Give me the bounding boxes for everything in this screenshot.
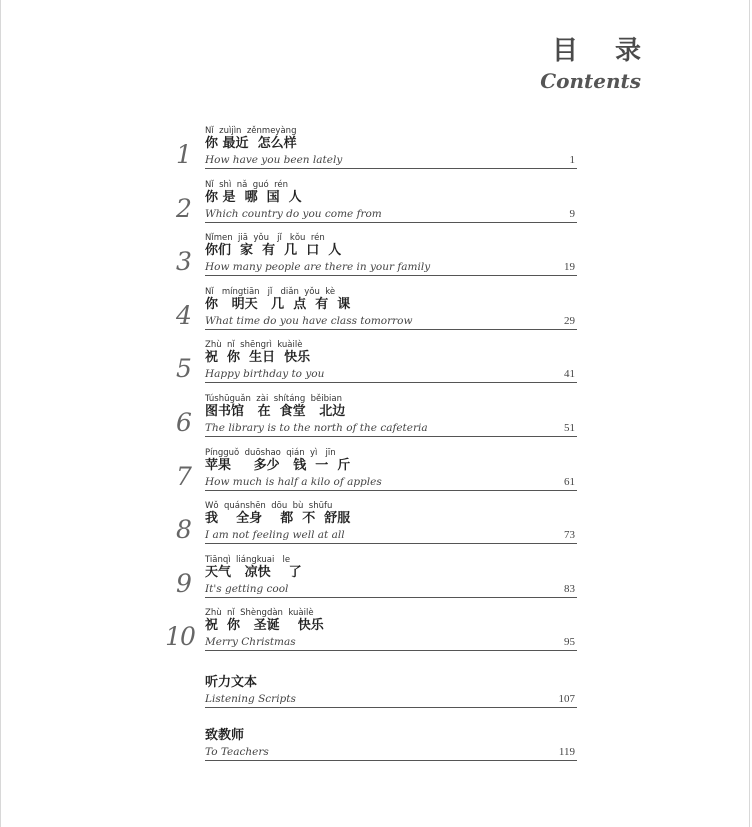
lesson-number: 1 [176, 140, 192, 169]
lesson-title-cn: 苹果 多少 钱 一 斤 [205, 457, 351, 473]
lesson-title-cn: 天气 凉快 了 [205, 564, 302, 580]
lesson-number: 2 [176, 193, 192, 223]
lesson-title-en: Which country do you come from [205, 207, 382, 220]
toc-entry-listening-scripts[interactable] [171, 662, 577, 715]
lesson-pinyin: Nǐ míngtiān jǐ diǎn yǒu kè [205, 286, 336, 297]
page-number: 95 [564, 636, 575, 649]
toc-entry-3[interactable] [171, 233, 577, 287]
page-number: 83 [564, 582, 575, 595]
section-title-en: To Teachers [205, 745, 269, 758]
lesson-number: 8 [176, 515, 192, 545]
section-title-en: Listening Scripts [205, 692, 296, 705]
page-number: 61 [564, 475, 575, 488]
lesson-title-en: How have you been lately [205, 154, 343, 166]
lesson-title-en: Merry Christmas [205, 636, 296, 649]
page-title-cn: 目 录 [551, 36, 655, 66]
lesson-title-en: How much is half a kilo of apples [205, 475, 382, 488]
lesson-pinyin: Nǐ zuìjìn zěnmeyàng [205, 126, 297, 136]
page-number: 119 [558, 745, 575, 758]
toc-entry-5[interactable] [171, 340, 577, 394]
page-number: 19 [564, 261, 575, 274]
lesson-pinyin: Tiānqì liángkuai le [205, 554, 291, 565]
toc-entry-4[interactable] [171, 287, 577, 341]
lesson-title-en: How many people are there in your family [205, 261, 431, 274]
lesson-title-cn: 你们 家 有 几 口 人 [205, 243, 342, 259]
section-title-cn: 致教师 [205, 727, 245, 743]
lesson-title-en: It's getting cool [205, 582, 289, 595]
lesson-pinyin: Túshūguǎn zài shítáng běibian [205, 393, 342, 404]
toc-entry-2[interactable] [171, 180, 577, 234]
toc-entry-9[interactable] [171, 555, 577, 609]
page-number: 51 [564, 421, 575, 434]
lesson-title-cn: 你 明天 几 点 有 课 [205, 296, 351, 312]
lesson-title-cn: 你 是 哪 国 人 [205, 189, 302, 205]
page-number: 107 [558, 692, 575, 705]
lesson-title-en: Happy birthday to you [205, 368, 325, 381]
lesson-pinyin: Nǐ shì nǎ guó rén [205, 179, 289, 190]
lesson-number: 6 [176, 407, 192, 437]
lesson-number: 7 [176, 461, 192, 491]
lesson-title-en: I am not feeling well at all [205, 529, 345, 542]
lesson-pinyin: Nǐmen jiā yǒu jǐ kǒu rén [205, 233, 325, 244]
page-number: 1 [569, 154, 575, 166]
lesson-title-cn: 祝 你 圣诞 快乐 [205, 618, 324, 634]
lesson-pinyin: Zhù nǐ Shèngdàn kuàilè [205, 608, 314, 619]
lesson-number: 10 [165, 622, 195, 652]
toc-entry-7[interactable] [171, 448, 577, 502]
lesson-number: 4 [176, 300, 192, 330]
lesson-title-en: What time do you have class tomorrow [205, 314, 413, 327]
lesson-title-cn: 你 最近 怎么样 [205, 136, 297, 151]
toc-entry-8[interactable] [171, 501, 577, 555]
page-number: 29 [564, 314, 575, 327]
lesson-number: 3 [176, 247, 192, 277]
lesson-title-en: The library is to the north of the cafeteria [205, 421, 428, 434]
header [540, 30, 655, 93]
lesson-pinyin: Zhù nǐ shēngrì kuàilè [205, 340, 303, 351]
lesson-title-cn: 祝 你 生日 快乐 [205, 350, 311, 366]
lesson-title-cn: 图书馆 在 食堂 北边 [205, 403, 346, 419]
lesson-title-cn: 我 全身 都 不 舒服 [205, 511, 351, 527]
lesson-number: 9 [176, 568, 192, 598]
toc-entry-6[interactable] [171, 394, 577, 448]
page-title-en: Contents [540, 69, 641, 93]
lesson-number: 5 [176, 354, 192, 384]
section-title-cn: 听力文本 [205, 674, 258, 690]
page-number: 9 [569, 207, 575, 220]
toc-entry-10[interactable] [165, 608, 577, 662]
page-number: 73 [564, 529, 575, 542]
toc-entry-to-teachers[interactable] [171, 715, 577, 768]
lesson-pinyin: Wǒ quánshēn dōu bù shūfu [205, 501, 333, 512]
page-number: 41 [564, 368, 575, 381]
lesson-pinyin: Píngguǒ duōshao qián yì jīn [205, 447, 336, 458]
table-of-contents [165, 126, 577, 768]
toc-entry-1[interactable] [171, 126, 577, 180]
